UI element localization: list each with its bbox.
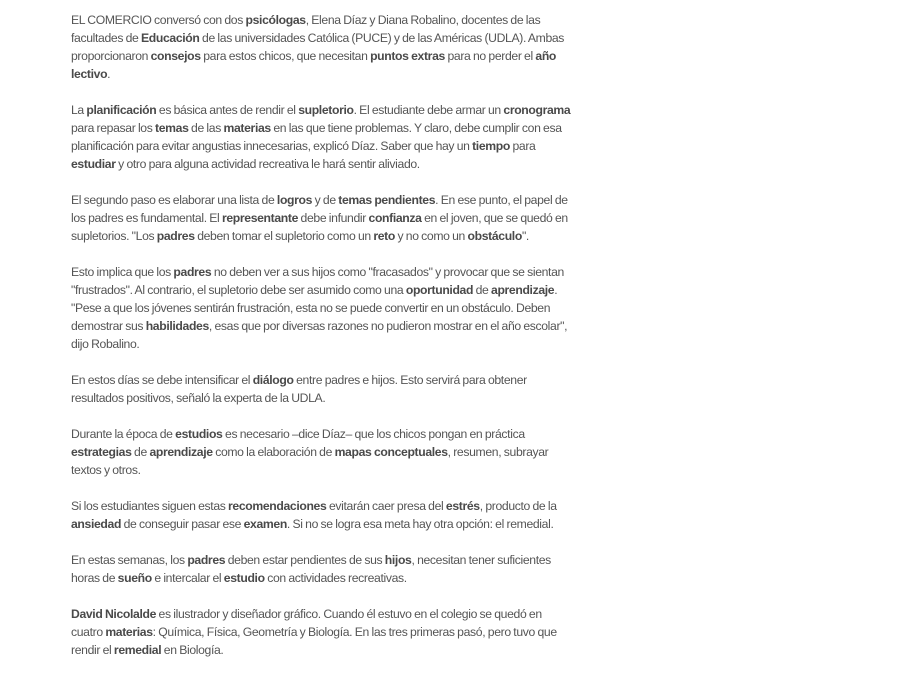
emphasized-keyword: confianza	[368, 211, 422, 225]
text-run: y no como un	[394, 229, 468, 243]
text-run: . "Pese a que los jóvenes sentirán frustración, esta no se puede convertir en un obstáculo. Deben demostrar sus	[71, 283, 558, 333]
text-run: . Si no se logra esa meta hay otra opción: el remedial.	[286, 517, 554, 531]
article-paragraph	[71, 371, 575, 407]
emphasized-keyword: remedial	[113, 643, 162, 657]
text-run: es ilustrador y diseñador gráfico. Cuando él estuvo en el colegio se quedó en cuatro	[71, 607, 542, 639]
emphasized-keyword: planificación	[86, 103, 157, 117]
article-paragraph	[71, 263, 575, 353]
text-run: de	[473, 283, 492, 297]
article-paragraph	[71, 605, 575, 659]
emphasized-keyword: reto	[373, 229, 395, 243]
article-paragraph	[71, 497, 575, 533]
text-run: deben estar pendientes de sus	[225, 553, 385, 567]
emphasized-keyword: Educación	[141, 31, 200, 45]
text-run: de las universidades Católica (PUCE) y de las Américas (UDLA). Ambas proporcionaron	[71, 31, 565, 63]
emphasized-keyword: David Nicolalde	[71, 607, 157, 621]
article-paragraph	[71, 191, 575, 245]
text-run: deben tomar el supletorio como un	[194, 229, 374, 243]
text-run: Si los estudiantes siguen estas	[71, 499, 229, 513]
text-run: EL COMERCIO conversó con dos	[71, 13, 246, 27]
emphasized-keyword: psicólogas	[245, 13, 306, 27]
text-run: y otro para alguna actividad recreativa le hará sentir aliviado.	[115, 157, 420, 171]
emphasized-keyword: estudio	[223, 571, 265, 585]
text-run: .	[107, 67, 111, 81]
text-run: En estos días se debe intensificar el	[71, 373, 253, 387]
emphasized-keyword: oportunidad	[405, 283, 474, 297]
emphasized-keyword: sueño	[117, 571, 152, 585]
text-run: , resumen, subrayar textos y otros.	[71, 445, 549, 477]
emphasized-keyword: consejos	[150, 49, 201, 63]
text-run: para	[509, 139, 536, 153]
emphasized-keyword: supletorio	[298, 103, 354, 117]
text-run: . En ese punto, el papel de los padres es fundamental. El	[71, 193, 568, 225]
emphasized-keyword: padres	[187, 553, 226, 567]
emphasized-keyword: diálogo	[252, 373, 294, 387]
emphasized-keyword: aprendizaje	[491, 283, 555, 297]
text-run: El segundo paso es elaborar una lista de	[71, 193, 277, 207]
text-run: , producto de la	[479, 499, 557, 513]
text-run: de las	[188, 121, 224, 135]
text-run: entre padres e hijos. Esto servirá para obtener resultados positivos, señaló la experta de la UDLA.	[71, 373, 527, 405]
text-run: para estos chicos, que necesitan	[200, 49, 371, 63]
article-paragraph	[71, 11, 575, 83]
emphasized-keyword: materias	[105, 625, 153, 639]
emphasized-keyword: representante	[221, 211, 299, 225]
emphasized-keyword: estudiar	[71, 157, 116, 171]
text-run: en las que tiene problemas. Y claro, debe cumplir con esa planificación para evitar angustias innecesarias, explicó Díaz. Saber que hay un	[71, 121, 562, 153]
text-run: de conseguir pasar ese	[121, 517, 244, 531]
text-run: e intercalar el	[151, 571, 224, 585]
text-run: , Elena Díaz y Diana Robalino, docentes de las facultades de	[71, 13, 541, 45]
text-run: Durante la época de	[71, 427, 176, 441]
emphasized-keyword: logros	[276, 193, 313, 207]
emphasized-keyword: examen	[243, 517, 287, 531]
emphasized-keyword: año lectivo	[71, 49, 557, 81]
emphasized-keyword: materias	[223, 121, 271, 135]
emphasized-keyword: ansiedad	[71, 517, 122, 531]
emphasized-keyword: estudios	[175, 427, 223, 441]
emphasized-keyword: estrés	[445, 499, 480, 513]
text-run: y de	[312, 193, 339, 207]
text-run: para repasar los	[71, 121, 156, 135]
emphasized-keyword: padres	[173, 265, 212, 279]
text-run: no deben ver a sus hijos como "fracasados" y provocar que se sientan "frustrados". Al contrario, el supletorio debe ser asumido como una	[71, 265, 564, 297]
emphasized-keyword: aprendizaje	[149, 445, 213, 459]
text-run: Esto implica que los	[71, 265, 174, 279]
text-run: en el joven, que se quedó en supletorios. "Los	[71, 211, 568, 243]
text-run: En estas semanas, los	[71, 553, 188, 567]
text-run: de	[131, 445, 150, 459]
text-run: evitarán caer presa del	[326, 499, 446, 513]
text-run: La	[71, 103, 87, 117]
text-run: para no perder el	[444, 49, 536, 63]
emphasized-keyword: estrategias	[71, 445, 132, 459]
text-run: debe infundir	[298, 211, 369, 225]
article-paragraph	[71, 425, 575, 479]
emphasized-keyword: habilidades	[145, 319, 209, 333]
text-run: ".	[521, 229, 529, 243]
text-run: es básica antes de rendir el	[156, 103, 299, 117]
text-run: con actividades recreativas.	[264, 571, 407, 585]
emphasized-keyword: puntos extras	[370, 49, 445, 63]
text-run: como la elaboración de	[212, 445, 335, 459]
emphasized-keyword: cronograma	[503, 103, 571, 117]
text-run: , necesitan tener suficientes horas de	[71, 553, 551, 585]
text-run: en Biología.	[161, 643, 224, 657]
emphasized-keyword: temas pendientes	[338, 193, 436, 207]
article-paragraph	[71, 551, 575, 587]
emphasized-keyword: temas	[155, 121, 189, 135]
article-paragraph	[71, 101, 575, 173]
emphasized-keyword: padres	[156, 229, 195, 243]
text-run: : Química, Física, Geometría y Biología. En las tres primeras pasó, pero tuvo que rendir el	[71, 625, 557, 657]
emphasized-keyword: obstáculo	[467, 229, 522, 243]
text-run: es necesario –dice Díaz– que los chicos pongan en práctica	[222, 427, 525, 441]
emphasized-keyword: tiempo	[472, 139, 510, 153]
emphasized-keyword: hijos	[384, 553, 412, 567]
text-run: . El estudiante debe armar un	[353, 103, 504, 117]
article-body	[71, 11, 575, 677]
emphasized-keyword: mapas conceptuales	[334, 445, 448, 459]
text-run: , esas que por diversas razones no pudieron mostrar en el año escolar", dijo Robalino.	[71, 319, 568, 351]
emphasized-keyword: recomendaciones	[228, 499, 327, 513]
